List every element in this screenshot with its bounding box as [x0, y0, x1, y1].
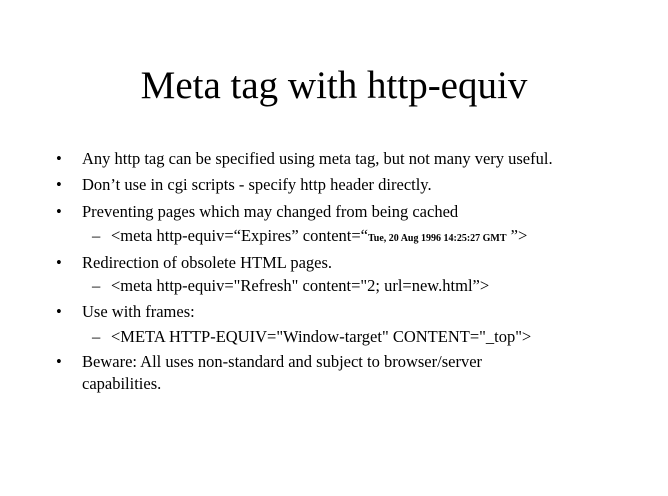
code-prefix: <meta http-equiv=“Expires” content=“: [111, 226, 368, 245]
bullet-text: Use with frames:: [82, 302, 195, 321]
bullet-marker: •: [56, 202, 62, 221]
bullet-text: Beware: All uses non-standard and subject to browser/server: [82, 352, 483, 371]
dash-marker: –: [92, 226, 101, 245]
sub-bullet-text: <META HTTP-EQUIV="Window-target" CONTENT="_top">: [111, 327, 532, 346]
bullet-text: Any http tag can be specified using meta tag, but not many very useful.: [82, 149, 553, 168]
bullet-text: capabilities.: [82, 374, 162, 393]
bullet-marker: •: [56, 175, 62, 194]
bullet-marker: •: [56, 149, 62, 168]
slide-title: Meta tag with http-equiv: [140, 64, 528, 107]
bullet-marker: •: [56, 352, 62, 371]
bullet-text: Preventing pages which may changed from being cached: [82, 202, 459, 221]
sub-bullet-text: [111, 225, 527, 250]
bullet-marker: •: [56, 302, 62, 321]
bullet-text: Don’t use in cgi scripts - specify http header directly.: [82, 175, 432, 194]
code-date: Tue, 20 Aug 1996 14:25:27 GMT: [368, 233, 507, 244]
dash-marker: –: [92, 327, 101, 346]
bullet-text: Redirection of obsolete HTML pages.: [82, 253, 333, 272]
sub-bullet-text: <meta http-equiv="Refresh" content="2; url=new.html”>: [111, 276, 490, 295]
bullet-marker: •: [56, 253, 62, 272]
dash-marker: –: [92, 276, 101, 295]
code-suffix: ”>: [506, 226, 528, 245]
